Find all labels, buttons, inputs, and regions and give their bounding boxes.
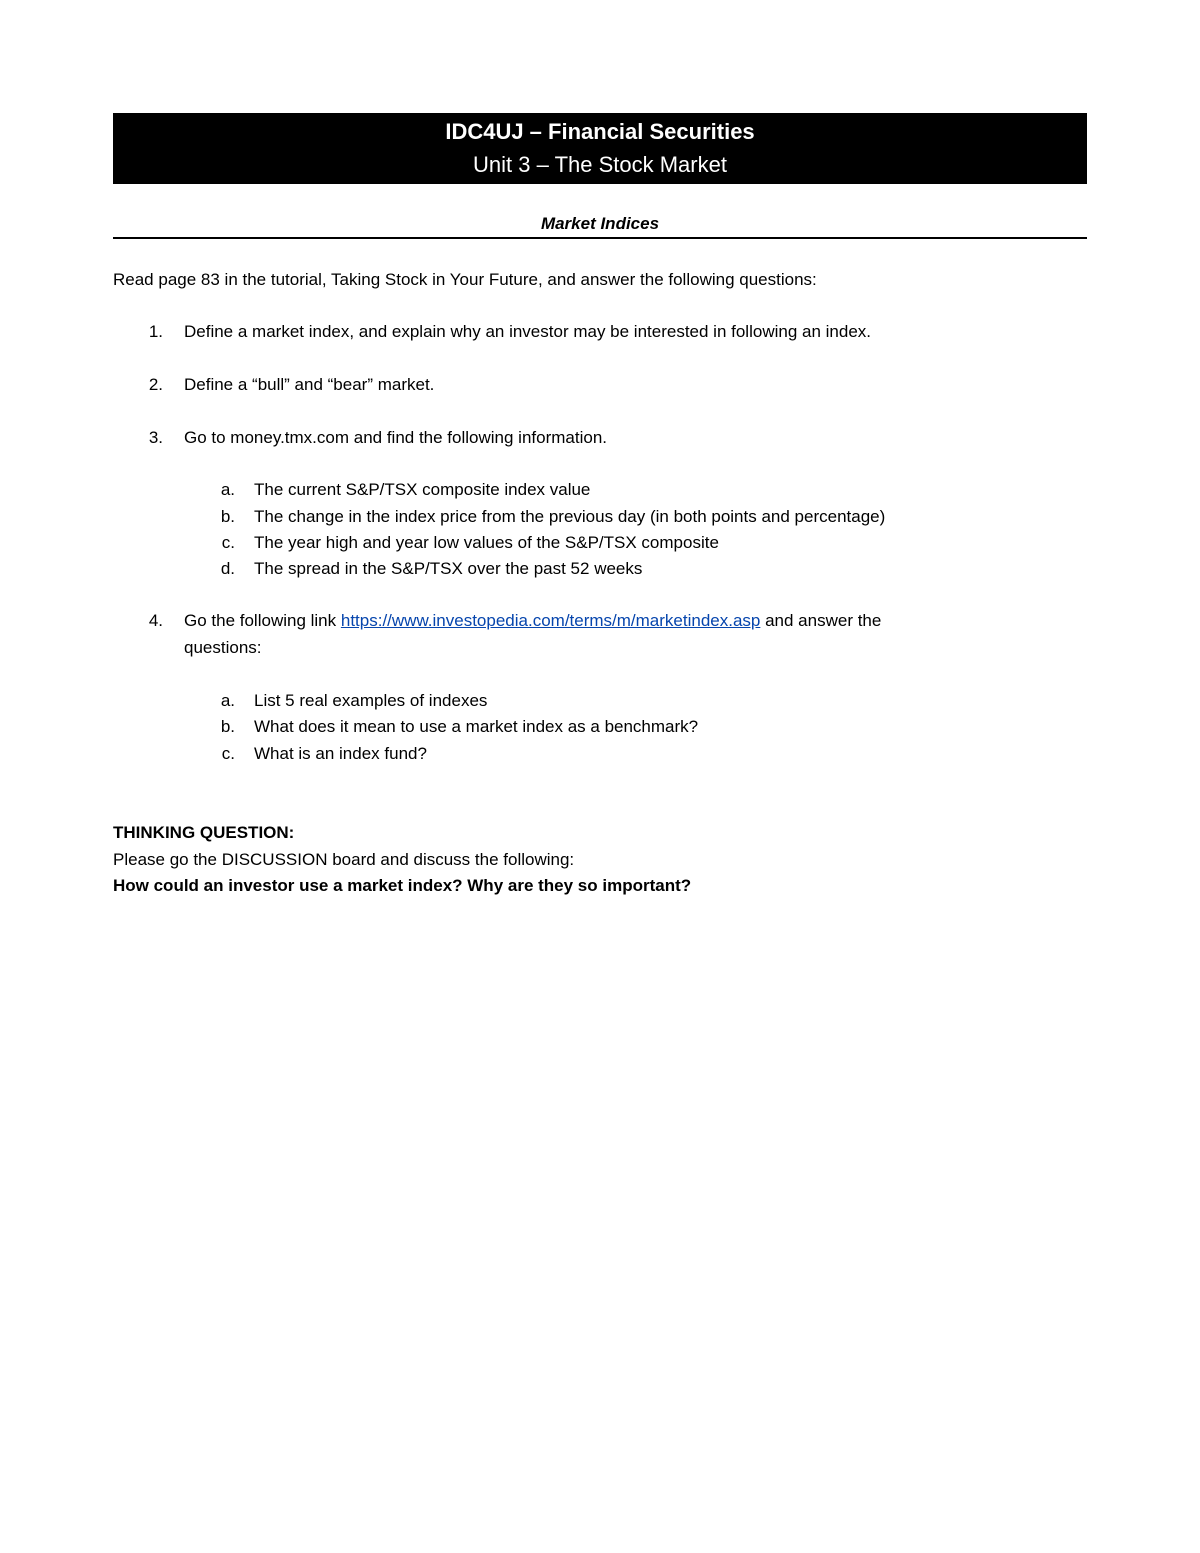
sub-question-letter: a. xyxy=(220,691,235,710)
sub-question-text: The year high and year low values of the S&P/TSX composite xyxy=(254,533,719,552)
sub-question-letter: b. xyxy=(220,717,235,736)
sub-question-letter: c. xyxy=(221,744,235,763)
question-text: Go to money.tmx.com and find the following information. xyxy=(184,428,607,447)
question-text-continuation: questions: xyxy=(184,638,262,657)
course-title: IDC4UJ – Financial Securities xyxy=(445,119,755,144)
sub-question-text: What does it mean to use a market index as a benchmark? xyxy=(254,717,699,736)
question-number: 3. xyxy=(148,428,163,447)
intro-text: Read page 83 in the tutorial, Taking Stock in Your Future, and answer the following questions: xyxy=(113,270,817,289)
thinking-heading: THINKING QUESTION: xyxy=(113,823,295,842)
sub-question-letter: c. xyxy=(221,533,235,552)
sub-question-text: List 5 real examples of indexes xyxy=(254,691,488,710)
question-text-before-link: Go the following link xyxy=(184,611,341,630)
question-text: Define a “bull” and “bear” market. xyxy=(184,375,435,394)
section-subtitle: Market Indices xyxy=(540,214,660,233)
question-text: Define a market index, and explain why an investor may be interested in following an index. xyxy=(184,322,871,341)
sub-question-letter: d. xyxy=(220,559,235,578)
thinking-instruction: Please go the DISCUSSION board and discuss the following: xyxy=(113,850,575,869)
sub-question-letter: b. xyxy=(220,507,235,526)
question-number: 2. xyxy=(148,375,163,394)
sub-question-text: The spread in the S&P/TSX over the past 52 weeks xyxy=(254,559,643,578)
title-banner xyxy=(113,113,1087,184)
sub-question-text: What is an index fund? xyxy=(254,744,427,763)
question-number: 1. xyxy=(148,322,163,341)
unit-title: Unit 3 – The Stock Market xyxy=(473,152,727,177)
question-text-line xyxy=(184,609,881,633)
horizontal-divider xyxy=(113,237,1087,239)
sub-question-letter: a. xyxy=(220,480,235,499)
sub-question-text: The change in the index price from the previous day (in both points and percentage) xyxy=(254,507,886,526)
question-text-after-link: and answer the xyxy=(760,611,882,630)
sub-question-text: The current S&P/TSX composite index value xyxy=(254,480,591,499)
thinking-question: How could an investor use a market index? Why are they so important? xyxy=(113,876,692,895)
investopedia-link[interactable]: https://www.investopedia.com/terms/m/marketindex.asp xyxy=(340,611,761,630)
question-number: 4. xyxy=(148,611,163,630)
